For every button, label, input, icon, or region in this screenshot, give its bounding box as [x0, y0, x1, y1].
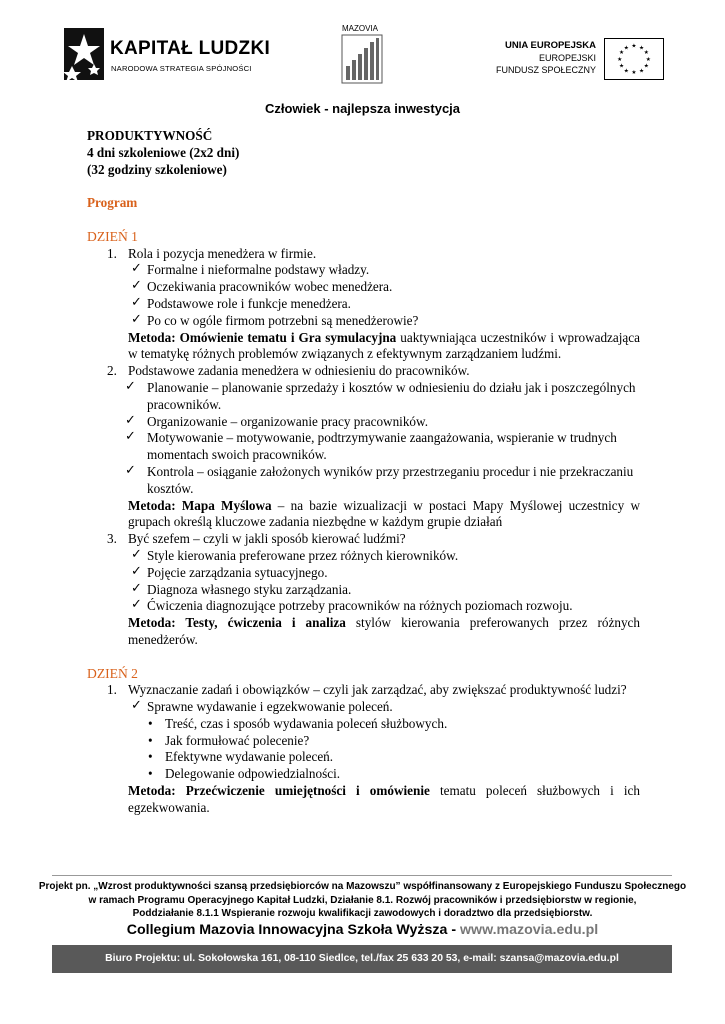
- list-item: ✓ Kontrola – osiąganie założonych wyników przy przestrzeganiu procedur i nie przekraczaniu kosztów.: [125, 462, 634, 496]
- svg-text:★: ★: [645, 56, 651, 63]
- eu-union-label: UNIA EUROPEJSKA: [505, 40, 596, 51]
- checkmark-icon: ✓: [131, 580, 142, 596]
- mazovia-emblem-icon: [334, 26, 392, 86]
- list-item: • Jak formułować polecenie?: [148, 732, 310, 748]
- list-item: ✓ Motywowanie – motywowanie, podtrzymywanie zaangażowania, wspieranie w trudnych momentach swoich pracowników.: [125, 429, 617, 463]
- svg-text:★: ★: [639, 45, 645, 52]
- svg-text:★: ★: [619, 63, 625, 70]
- list-item: ✓ Podstawowe role i funkcje menedżera.: [131, 294, 351, 311]
- checkmark-icon: ✓: [131, 294, 142, 310]
- day1-heading: DZIEŃ 1: [87, 228, 138, 244]
- eu-flag-icon: [604, 38, 664, 80]
- list-item: • Treść, czas i sposób wydawania poleceń służbowych.: [148, 715, 448, 731]
- list-item: ✓ Diagnoza własnego styku zarządzania.: [131, 580, 352, 597]
- checkmark-icon: ✓: [131, 261, 142, 277]
- checkmark-icon: ✓: [125, 429, 136, 445]
- checkmark-icon: ✓: [125, 378, 136, 394]
- kapital-ludzki-subtitle: NARODOWA STRATEGIA SPÓJNOŚCI: [111, 64, 252, 73]
- course-hours: (32 godziny szkoleniowe): [87, 161, 227, 177]
- college-url-link[interactable]: www.mazovia.edu.pl: [460, 922, 599, 938]
- checkmark-icon: ✓: [131, 597, 142, 613]
- day1-section1-title: 1. Rola i pozycja menedżera w firmie.: [107, 245, 317, 261]
- day2-heading: DZIEŃ 2: [87, 665, 138, 681]
- college-name: Collegium Mazovia Innowacyjna Szkoła Wyższa -: [126, 922, 460, 938]
- checkmark-icon: ✓: [125, 412, 136, 428]
- svg-text:★: ★: [619, 50, 625, 57]
- bullet-icon: •: [148, 715, 153, 731]
- day1-section3-title: 3. Być szefem – czyli w jakli sposób kierować ludźmi?: [107, 531, 406, 547]
- checkmark-icon: ✓: [131, 563, 142, 579]
- list-item: ✓ Sprawne wydawanie i egzekwowanie poleceń.: [131, 698, 393, 715]
- svg-text:★: ★: [623, 68, 629, 75]
- day1-section2-title: 2. Podstawowe zadania menedżera w odniesieniu do pracowników.: [107, 363, 470, 379]
- bullet-icon: •: [148, 766, 153, 782]
- list-item: • Delegowanie odpowiedzialności.: [148, 766, 341, 782]
- footer-college: [0, 922, 725, 938]
- document-body: [87, 128, 640, 817]
- svg-text:★: ★: [631, 70, 637, 77]
- svg-text:★: ★: [643, 63, 649, 70]
- day2-section1-method: Metoda: Przećwiczenie umiejętności i omówienie tematu poleceń służbowych i ich egzekwowania.: [128, 783, 640, 815]
- checkmark-icon: ✓: [131, 278, 142, 294]
- list-item: ✓ Organizowanie – organizowanie pracy pracowników.: [125, 412, 428, 429]
- svg-text:★: ★: [623, 45, 629, 52]
- day1-section2-method: Metoda: Mapa Myślowa – na bazie wizualizacji w postaci Mapy Myślowej uczestnicy w grupach określą kluczowe zadania niezbędne w każdym grupie działań: [128, 497, 640, 530]
- checkmark-icon: ✓: [125, 462, 136, 478]
- day1-section3-method: Metoda: Testy, ćwiczenia i analiza stylów kierowania preferowanych przez różnych menedżerów.: [128, 615, 640, 647]
- list-item: ✓ Style kierowania preferowane przez różnych kierowników.: [131, 546, 459, 563]
- course-title: PRODUKTYWNOŚĆ: [87, 128, 213, 143]
- svg-text:★: ★: [631, 43, 637, 50]
- list-item: ✓ Po co w ogóle firmom potrzebni są menedżerowie?: [131, 311, 419, 328]
- list-item: ✓ Formalne i nieformalne podstawy władzy.: [131, 261, 370, 278]
- list-item: ✓ Pojęcie zarządzania sytuacyjnego.: [131, 563, 328, 580]
- list-item: ✓ Oczekiwania pracowników wobec menedżera.: [131, 278, 393, 295]
- list-item: ✓ Ćwiczenia diagnozujące potrzeby pracowników na różnych poziomach rozwoju.: [131, 597, 573, 614]
- checkmark-icon: ✓: [131, 546, 142, 562]
- svg-text:★: ★: [617, 56, 623, 63]
- footer-address: Biuro Projektu: ul. Sokołowska 161, 08-110 Siedlce, tel./fax 25 633 20 53, e-mail: szansa@mazovia.edu.pl: [105, 953, 619, 964]
- kapital-ludzki-star-icon: [58, 24, 110, 84]
- eu-logo: [495, 38, 664, 82]
- svg-text:★: ★: [639, 68, 645, 75]
- mazovia-logo-word: MAZOVIA: [342, 24, 379, 33]
- footer-project-line1: Projekt pn. „Wzrost produktywności szansą przedsiębiorców na Mazowszu” współfinansowany z Europejskiego Funduszu Społecznego: [38, 881, 687, 892]
- eu-fund-label-2: FUNDUSZ SPOŁECZNY: [495, 65, 596, 75]
- list-item: ✓ Planowanie – planowanie sprzedaży i kosztów w odniesieniu do działu jak i poszczególnych pracowników.: [125, 378, 636, 412]
- checkmark-icon: ✓: [131, 311, 142, 327]
- footer-address-bar: [52, 945, 672, 973]
- day1-section1-method: Metoda: Omówienie tematu i Gra symulacyjna uaktywniająca uczestników i wprowadzająca w tematykę różnych problemów związanych z efektywnym zarządzaniem ludźmi.: [128, 329, 640, 362]
- footer-divider: [52, 875, 672, 876]
- collegium-mazovia-logo: [334, 26, 392, 86]
- course-days: 4 dni szkoleniowe (2x2 dni): [87, 144, 240, 160]
- list-item: • Efektywne wydawanie poleceń.: [148, 749, 334, 765]
- bullet-icon: •: [148, 749, 153, 765]
- kapital-ludzki-title: KAPITAŁ LUDZKI: [110, 38, 271, 59]
- footer-project-line2: w ramach Programu Operacyjnego Kapitał Ludzki, Działanie 8.1. Rozwój pracowników i przedsiębiorstw w regionie,: [88, 895, 637, 906]
- day2-section1-title: 1. Wyznaczanie zadań i obowiązków – czyli jak zarządzać, aby zwiększać produktywność ludzi?: [107, 682, 627, 698]
- kapital-ludzki-logo: [58, 24, 271, 86]
- program-heading: Program: [87, 195, 138, 211]
- tagline: Człowiek - najlepsza inwestycja: [264, 101, 461, 116]
- checkmark-icon: ✓: [131, 698, 142, 714]
- svg-text:★: ★: [643, 50, 649, 57]
- bullet-icon: •: [148, 732, 153, 748]
- footer-project-line3: Poddziałanie 8.1.1 Wspieranie rozwoju kwalifikacji zawodowych i doradztwo dla przedsiębiorstw.: [132, 908, 593, 919]
- eu-fund-label-1: EUROPEJSKI: [538, 53, 596, 63]
